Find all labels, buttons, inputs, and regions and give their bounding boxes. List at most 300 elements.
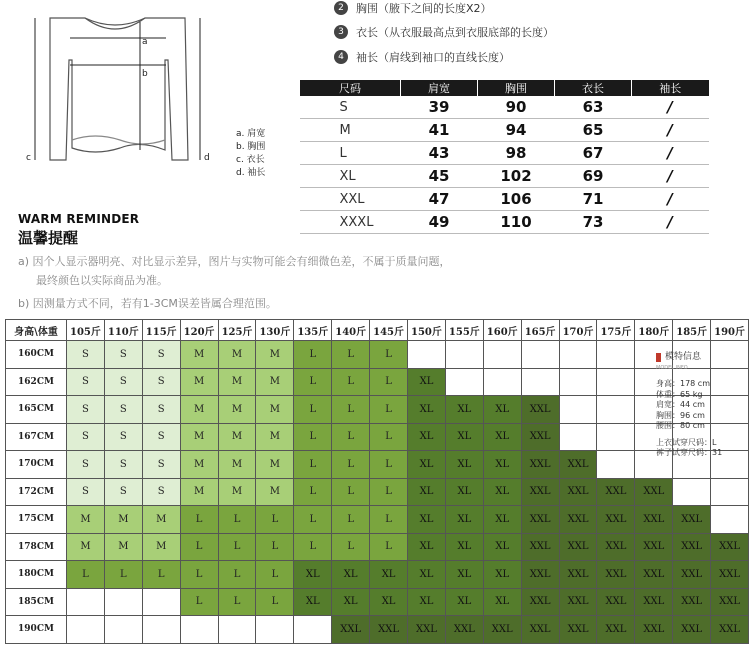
size-cell: M [180,368,218,396]
size-cell: L [180,533,218,561]
legend-sleeve: d. 袖长 [236,168,266,178]
size-cell: XXL [559,451,597,479]
size-value: / [632,142,709,165]
size-cell [256,616,294,644]
size-cell: XXL [711,588,749,616]
legend-length: c. 衣长 [236,155,265,165]
size-value: / [632,96,709,119]
model-chest: 胸围：96 cm [656,410,705,420]
size-cell: L [332,506,370,534]
reminder-title-en: WARM REMINDER [18,212,140,226]
height-header: 175CM [6,506,67,534]
size-cell: XL [483,506,521,534]
size-cell: L [294,368,332,396]
size-cell: L [256,588,294,616]
height-header: 165CM [6,396,67,424]
weight-header: 140斤 [332,320,370,341]
size-cell: XL [483,396,521,424]
size-cell: S [142,368,180,396]
size-cell: M [218,341,256,369]
size-cell [597,341,635,369]
model-info-box [656,352,746,459]
size-cell: XXL [521,616,559,644]
size-value: 63 [555,96,632,119]
size-cell: XXL [559,588,597,616]
size-cell: XL [370,561,408,589]
size-cell: XXL [673,533,711,561]
size-cell: L [332,396,370,424]
grid-corner-header: 身高\体重 [6,320,67,341]
size-row [300,188,709,211]
size-cell: M [67,533,105,561]
size-cell: L [294,478,332,506]
weight-header: 165斤 [521,320,559,341]
size-value: 110 [478,211,555,234]
size-cell: XXL [635,616,673,644]
size-cell: XXL [332,616,370,644]
size-cell: XXL [521,423,559,451]
size-cell: XXL [635,561,673,589]
sweater-outline-icon [20,0,220,185]
size-value: 67 [555,142,632,165]
svg-text:d: d [204,153,210,163]
size-cell: XL [483,451,521,479]
size-value: 98 [478,142,555,165]
size-cell: M [256,368,294,396]
size-cell: M [180,396,218,424]
header-length: 衣长 [555,80,632,96]
weight-header: 130斤 [256,320,294,341]
weight-header: 120斤 [180,320,218,341]
size-label: XXL [300,188,401,211]
weight-header: 190斤 [711,320,749,341]
size-cell: XXL [711,533,749,561]
size-cell: XXL [559,533,597,561]
size-cell: L [218,533,256,561]
size-cell: L [370,341,408,369]
size-cell: M [218,368,256,396]
size-cell: M [218,478,256,506]
size-cell [711,478,749,506]
size-table-header [300,80,709,96]
size-cell: XL [408,561,446,589]
size-cell: XXL [521,396,559,424]
size-value: 65 [555,119,632,142]
size-row [300,211,709,234]
size-cell: L [332,451,370,479]
legend-chest: b. 胸围 [236,142,266,152]
size-cell: L [332,341,370,369]
size-cell: L [180,506,218,534]
size-value: 41 [401,119,478,142]
size-cell: M [67,506,105,534]
size-cell: L [370,451,408,479]
height-header: 170CM [6,451,67,479]
size-cell: S [67,478,105,506]
size-cell [711,506,749,534]
size-cell: S [104,368,142,396]
size-value: 71 [555,188,632,211]
size-cell: L [294,506,332,534]
height-header: 167CM [6,423,67,451]
remark-a-line2: 最终颜色以实际商品为准。 [36,274,168,287]
size-cell: L [370,423,408,451]
size-cell: M [218,451,256,479]
size-cell: XXL [597,588,635,616]
weight-header: 145斤 [370,320,408,341]
size-cell: M [218,396,256,424]
size-cell: XL [483,423,521,451]
size-cell: XL [408,588,446,616]
size-cell: M [180,341,218,369]
size-cell: XL [445,533,483,561]
size-cell [104,588,142,616]
size-value: 69 [555,165,632,188]
size-cell [483,368,521,396]
header-size: 尺码 [300,80,401,96]
size-cell: S [104,341,142,369]
grid-row [6,533,749,561]
note-text: 袖长（肩线到袖口的直线长度） [356,51,510,64]
size-cell: M [104,533,142,561]
size-cell: XXL [559,506,597,534]
size-cell: L [332,423,370,451]
marker-icon [656,353,661,362]
height-header: 162CM [6,368,67,396]
size-cell: XXL [483,616,521,644]
size-value: / [632,211,709,234]
grid-row [6,396,749,424]
legend-shoulder: a. 肩宽 [236,129,266,139]
size-cell: XXL [673,616,711,644]
size-cell: L [218,506,256,534]
size-cell: M [180,423,218,451]
height-header: 185CM [6,588,67,616]
size-table [299,80,709,234]
header-chest: 胸围 [478,80,555,96]
size-cell: XL [445,588,483,616]
size-label: XXXL [300,211,401,234]
size-cell: M [256,396,294,424]
size-cell [142,616,180,644]
size-cell: L [256,561,294,589]
size-cell: XXL [559,616,597,644]
size-cell: S [104,423,142,451]
size-cell: L [370,368,408,396]
height-header: 180CM [6,561,67,589]
size-cell [597,451,635,479]
size-cell: S [142,451,180,479]
size-cell [218,616,256,644]
size-cell: XXL [408,616,446,644]
size-cell: L [180,588,218,616]
grid-row [6,478,749,506]
model-weight: 体重：65 kg [656,389,703,399]
size-cell: XL [408,506,446,534]
size-cell: L [294,341,332,369]
size-cell: M [180,478,218,506]
size-cell: XL [332,588,370,616]
size-value: 73 [555,211,632,234]
size-cell [104,616,142,644]
size-value: / [632,165,709,188]
grid-row [6,588,749,616]
size-cell: XL [445,396,483,424]
size-cell: XXL [673,506,711,534]
size-label: L [300,142,401,165]
size-cell: XL [294,561,332,589]
size-cell: L [332,368,370,396]
weight-header: 105斤 [67,320,105,341]
size-cell: L [218,561,256,589]
size-cell: S [104,451,142,479]
size-cell: S [67,368,105,396]
model-height: 身高：178 cm [656,379,711,388]
size-cell [67,588,105,616]
size-cell [559,423,597,451]
size-cell [408,341,446,369]
note-chest [334,0,492,16]
weight-header: 170斤 [559,320,597,341]
size-cell: S [104,478,142,506]
size-cell: XXL [635,506,673,534]
size-cell [294,616,332,644]
size-cell: XXL [521,533,559,561]
size-row [300,142,709,165]
height-header: 160CM [6,341,67,369]
size-cell: S [142,341,180,369]
size-cell: L [370,396,408,424]
size-cell [559,341,597,369]
size-cell: L [142,561,180,589]
size-cell [559,368,597,396]
size-cell: XXL [711,561,749,589]
size-value: 49 [401,211,478,234]
header-sleeve: 袖长 [632,80,709,96]
weight-header: 155斤 [445,320,483,341]
model-shoulder: 肩宽：44 cm [656,400,705,409]
note-text: 胸围（腋下之间的长度X2） [356,2,492,15]
size-cell: L [294,423,332,451]
size-cell: M [218,423,256,451]
grid-row [6,506,749,534]
size-cell: XXL [597,478,635,506]
model-top-size: 上衣试穿尺码：L [656,437,717,447]
grid-row [6,451,749,479]
size-cell: L [256,506,294,534]
size-cell: XXL [711,616,749,644]
grid-row [6,616,749,644]
size-label: XL [300,165,401,188]
size-cell: M [256,451,294,479]
size-cell: S [142,423,180,451]
size-value: 106 [478,188,555,211]
size-cell: L [67,561,105,589]
size-value: / [632,188,709,211]
model-pants-size: 裤子试穿尺码：31 [656,448,723,457]
height-header: 178CM [6,533,67,561]
size-value: 43 [401,142,478,165]
size-cell: M [104,506,142,534]
size-cell: L [332,533,370,561]
weight-header: 115斤 [142,320,180,341]
size-cell: M [142,506,180,534]
size-cell: XL [445,451,483,479]
weight-header: 135斤 [294,320,332,341]
model-info-title-text: 模特信息 [665,352,702,362]
size-cell: XXL [445,616,483,644]
model-info-title [656,352,746,363]
number-icon: 3 [334,25,348,39]
size-cell: XXL [521,588,559,616]
size-cell [559,396,597,424]
note-sleeve [334,49,510,65]
size-value: / [632,119,709,142]
size-value: 39 [401,96,478,119]
size-row [300,96,709,119]
size-value: 90 [478,96,555,119]
size-cell: XL [294,588,332,616]
note-text: 衣长（从衣服最高点到衣服底部的长度） [356,26,554,39]
size-value: 47 [401,188,478,211]
size-cell: XL [408,451,446,479]
size-cell: XXL [521,451,559,479]
size-cell: L [218,588,256,616]
weight-header: 175斤 [597,320,635,341]
size-cell: XXL [635,478,673,506]
size-cell: XL [408,396,446,424]
svg-text:b: b [142,69,148,79]
size-row [300,165,709,188]
size-cell: XXL [635,533,673,561]
size-cell: S [67,423,105,451]
height-header: 172CM [6,478,67,506]
grid-row [6,341,749,369]
size-cell: S [104,396,142,424]
size-cell: XL [445,478,483,506]
size-cell: XL [445,561,483,589]
size-cell: XXL [597,616,635,644]
size-value: 94 [478,119,555,142]
size-cell: XXL [597,533,635,561]
weight-header: 125斤 [218,320,256,341]
size-cell: XXL [559,478,597,506]
size-cell [597,423,635,451]
size-cell [597,368,635,396]
height-weight-grid [5,319,749,644]
size-cell: XL [445,423,483,451]
grid-row [6,561,749,589]
size-cell: XXL [521,506,559,534]
size-cell [673,478,711,506]
note-length [334,24,554,40]
size-cell: L [104,561,142,589]
grid-row [6,368,749,396]
size-cell: XL [483,533,521,561]
size-cell [521,341,559,369]
size-cell [180,616,218,644]
size-cell [483,341,521,369]
grid-header-row [6,320,749,341]
size-cell: S [67,396,105,424]
number-icon: 2 [334,1,348,15]
diagram-legend [236,128,265,180]
size-cell: L [332,478,370,506]
size-cell: XXL [559,561,597,589]
size-cell: L [180,561,218,589]
weight-header: 110斤 [104,320,142,341]
size-cell [445,341,483,369]
remark-a-line1: a) 因个人显示器明亮、对比显示差异，图片与实物可能会有细微色差，不属于质量问题， [18,255,451,268]
size-cell: XXL [521,561,559,589]
remark-b: b) 因测量方式不同，若有1-3CM误差皆属合理范围。 [18,297,277,310]
size-cell: XL [408,368,446,396]
size-cell: XL [483,561,521,589]
grid-row [6,423,749,451]
size-cell: L [294,533,332,561]
reminder-title-cn: 温馨提醒 [18,229,79,247]
size-cell: M [180,451,218,479]
size-cell: XXL [673,561,711,589]
height-header: 190CM [6,616,67,644]
size-cell: XL [408,533,446,561]
size-cell: XL [370,588,408,616]
svg-text:a: a [142,37,148,47]
size-cell: XL [483,588,521,616]
model-info-subtitle: MODEL INFO [656,364,688,371]
size-cell: XXL [635,588,673,616]
size-cell: M [256,341,294,369]
size-cell: L [370,506,408,534]
size-cell: M [142,533,180,561]
size-cell: XXL [370,616,408,644]
size-cell [597,396,635,424]
size-cell [445,368,483,396]
size-value: 102 [478,165,555,188]
size-cell: XL [445,506,483,534]
header-shoulder: 肩宽 [401,80,478,96]
size-cell: M [256,423,294,451]
size-cell: XL [408,423,446,451]
svg-text:c: c [26,153,31,163]
size-cell: S [67,341,105,369]
weight-header: 150斤 [408,320,446,341]
size-cell: XL [332,561,370,589]
weight-header: 180斤 [635,320,673,341]
size-cell: XXL [673,588,711,616]
size-cell: XL [408,478,446,506]
size-cell: L [294,396,332,424]
size-cell: L [370,478,408,506]
model-waist: 腰围：80 cm [656,421,705,430]
garment-diagram [20,0,220,185]
size-value: 45 [401,165,478,188]
size-row [300,119,709,142]
size-cell: XXL [597,561,635,589]
size-label: S [300,96,401,119]
size-cell: XXL [597,506,635,534]
number-icon: 4 [334,50,348,64]
size-cell: S [67,451,105,479]
size-cell: XXL [521,478,559,506]
size-cell [67,616,105,644]
size-cell: S [142,478,180,506]
size-label: M [300,119,401,142]
size-cell: L [294,451,332,479]
size-cell: M [256,478,294,506]
size-cell [142,588,180,616]
size-cell: S [142,396,180,424]
